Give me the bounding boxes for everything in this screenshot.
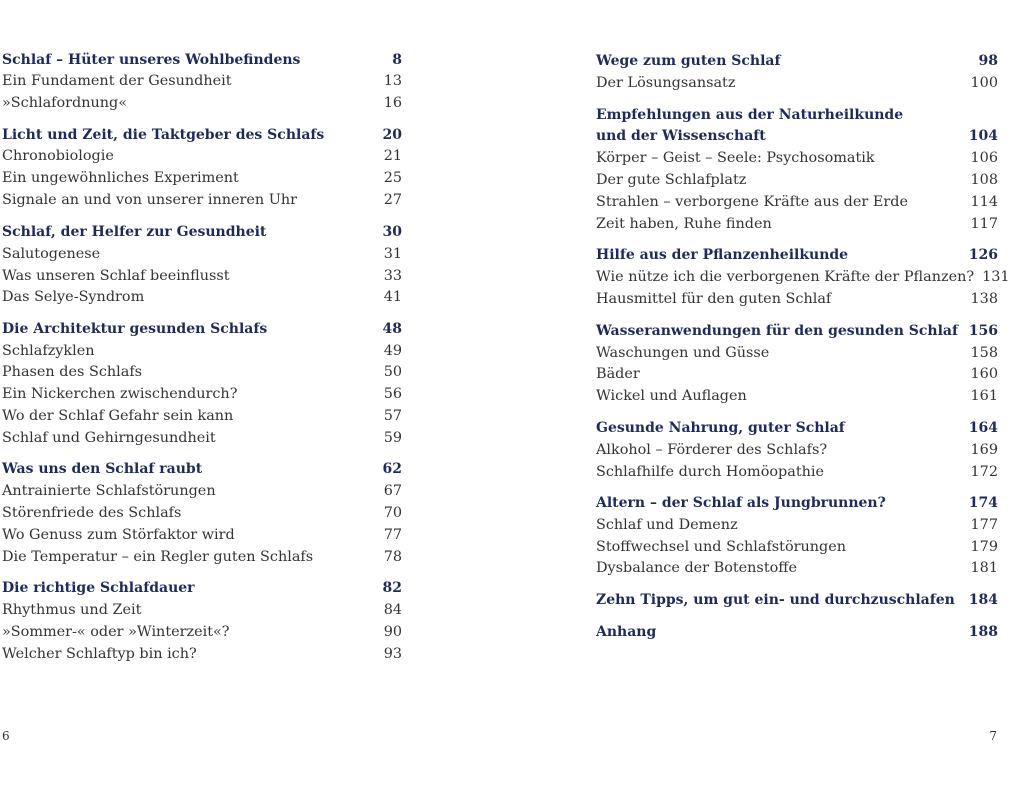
toc-page-number: 126 <box>968 247 998 263</box>
toc-entry <box>2 505 402 521</box>
toc-entry <box>2 268 402 284</box>
toc-page-number: 20 <box>382 127 402 143</box>
toc-entry <box>596 517 998 533</box>
toc-page-number: 114 <box>970 194 998 210</box>
toc-title: Licht und Zeit, die Taktgeber des Schlafs <box>2 127 325 143</box>
toc-entry <box>2 364 402 380</box>
toc-page-number: 93 <box>383 646 402 662</box>
toc-title: Ein ungewöhnliches Experiment <box>2 170 239 186</box>
toc-page-number: 156 <box>968 323 998 339</box>
toc-entry <box>2 624 402 640</box>
toc-entry <box>2 170 402 186</box>
toc-entry <box>596 194 998 210</box>
toc-title: Zeit haben, Ruhe finden <box>596 216 772 232</box>
toc-page-number: 117 <box>970 216 998 232</box>
toc-page-number: 172 <box>970 464 998 480</box>
toc-title: Schlaf – Hüter unseres Wohlbefindens <box>2 52 301 68</box>
toc-entry <box>596 150 998 166</box>
toc-title: Ein Fundament der Gesundheit <box>2 73 232 89</box>
page-number-right: 7 <box>989 729 997 743</box>
toc-page-number: 84 <box>383 602 402 618</box>
toc-page-number: 13 <box>383 73 402 89</box>
toc-title: Salutogenese <box>2 246 101 262</box>
toc-chapter-heading <box>596 128 998 144</box>
toc-page-number: 181 <box>970 560 998 576</box>
toc-page-number: 179 <box>970 539 998 555</box>
toc-title: Schlaf, der Helfer zur Gesundheit <box>2 224 267 240</box>
toc-page-number: 188 <box>968 624 998 640</box>
toc-title: Anhang <box>596 624 657 640</box>
toc-title: Der Lösungsansatz <box>596 75 736 91</box>
toc-title: Was unseren Schlaf beeinflusst <box>2 268 230 284</box>
toc-page-number: 184 <box>968 592 998 608</box>
toc-title: Alkohol – Förderer des Schlafs? <box>596 442 828 458</box>
toc-title: Signale an und von unserer inneren Uhr <box>2 192 298 208</box>
toc-chapter-heading <box>596 420 998 436</box>
toc-page-number: 164 <box>968 420 998 436</box>
toc-title: Schlafhilfe durch Homöopathie <box>596 464 824 480</box>
toc-title: »Sommer-« oder »Winterzeit«? <box>2 624 230 640</box>
toc-entry <box>596 442 998 458</box>
page-number-left: 6 <box>2 729 10 743</box>
toc-entry <box>2 343 402 359</box>
toc-page-number: 174 <box>968 495 998 511</box>
toc-entry <box>2 646 402 662</box>
toc-page-number: 21 <box>383 148 402 164</box>
toc-entry <box>2 246 402 262</box>
toc-title: Rhythmus und Zeit <box>2 602 142 618</box>
toc-page-number: 161 <box>970 388 998 404</box>
toc-entry <box>2 527 402 543</box>
toc-entry <box>596 75 998 91</box>
toc-title: und der Wissenschaft <box>596 128 766 144</box>
toc-title: Die Architektur gesunden Schlafs <box>2 321 268 337</box>
toc-page-number: 177 <box>970 517 998 533</box>
toc-title: Schlafzyklen <box>2 343 95 359</box>
toc-page-number: 131 <box>982 269 1010 285</box>
toc-page-number: 77 <box>383 527 402 543</box>
toc-entry <box>596 388 998 404</box>
toc-entry <box>596 539 998 555</box>
toc-title: Strahlen – verborgene Kräfte aus der Erde <box>596 194 908 210</box>
toc-entry <box>2 386 402 402</box>
toc-page-number: 169 <box>970 442 998 458</box>
toc-page-number: 160 <box>970 366 998 382</box>
toc-page-number: 50 <box>383 364 402 380</box>
toc-page-number: 106 <box>970 150 998 166</box>
toc-chapter-heading <box>596 247 998 263</box>
toc-entry <box>596 269 1010 285</box>
toc-page-number: 48 <box>382 321 402 337</box>
toc-title: Waschungen und Güsse <box>596 345 770 361</box>
toc-page-number: 100 <box>970 75 998 91</box>
toc-chapter-heading <box>596 495 998 511</box>
toc-entry <box>596 345 998 361</box>
toc-page-number: 16 <box>383 95 402 111</box>
toc-chapter-heading <box>2 580 402 596</box>
toc-title: Hausmittel für den guten Schlaf <box>596 291 832 307</box>
toc-entry <box>596 366 998 382</box>
toc-title: Welcher Schlaftyp bin ich? <box>2 646 197 662</box>
toc-entry <box>2 430 402 446</box>
toc-entry <box>2 95 402 111</box>
toc-title: Chronobiologie <box>2 148 114 164</box>
toc-page-number: 25 <box>383 170 402 186</box>
toc-page-number: 82 <box>382 580 402 596</box>
toc-chapter-heading <box>596 624 998 640</box>
toc-page-number: 158 <box>970 345 998 361</box>
toc-entry <box>596 291 998 307</box>
toc-entry <box>596 216 998 232</box>
toc-chapter-heading <box>2 224 402 240</box>
toc-page-number: 62 <box>382 461 402 477</box>
toc-page-number: 104 <box>968 128 998 144</box>
toc-page-number: 59 <box>383 430 402 446</box>
toc-chapter-heading <box>596 53 998 69</box>
toc-chapter-heading <box>596 592 998 608</box>
toc-title: Wo Genuss zum Störfaktor wird <box>2 527 235 543</box>
toc-page-number: 41 <box>383 289 402 305</box>
toc-entry <box>596 464 998 480</box>
toc-chapter-heading <box>596 323 998 339</box>
toc-title: Der gute Schlafplatz <box>596 172 747 188</box>
toc-title: Empfehlungen aus der Naturheilkunde <box>596 107 904 123</box>
toc-chapter-heading <box>2 52 402 68</box>
toc-entry <box>2 289 402 305</box>
toc-title: Hilfe aus der Pflanzenheilkunde <box>596 247 849 263</box>
toc-title: Wege zum guten Schlaf <box>596 53 781 69</box>
toc-chapter-heading <box>2 321 402 337</box>
toc-title: Schlaf und Demenz <box>596 517 738 533</box>
toc-title: Die Temperatur – ein Regler guten Schlafs <box>2 549 314 565</box>
toc-page-number: 31 <box>383 246 402 262</box>
toc-entry <box>596 560 998 576</box>
toc-page-number: 30 <box>382 224 402 240</box>
toc-chapter-heading <box>2 127 402 143</box>
toc-page-number: 56 <box>383 386 402 402</box>
toc-page-number: 138 <box>970 291 998 307</box>
toc-title: »Schlafordnung« <box>2 95 128 111</box>
toc-entry <box>2 602 402 618</box>
toc-title: Gesunde Nahrung, guter Schlaf <box>596 420 845 436</box>
toc-title: Wo der Schlaf Gefahr sein kann <box>2 408 234 424</box>
toc-page-number: 8 <box>392 52 402 68</box>
toc-page-number: 78 <box>383 549 402 565</box>
toc-title: Zehn Tipps, um gut ein- und durchzuschlafen <box>596 592 955 608</box>
toc-title: Antrainierte Schlafstörungen <box>2 483 216 499</box>
toc-title: Phasen des Schlafs <box>2 364 143 380</box>
toc-page-number: 67 <box>383 483 402 499</box>
toc-title: Stoffwechsel und Schlafstörungen <box>596 539 847 555</box>
toc-title: Wie nütze ich die verborgenen Kräfte der Pflanzen? <box>596 269 975 285</box>
toc-title: Ein Nickerchen zwischendurch? <box>2 386 238 402</box>
toc-chapter-heading <box>2 461 402 477</box>
toc-title: Bäder <box>596 366 640 382</box>
toc-title: Altern – der Schlaf als Jungbrunnen? <box>596 495 886 511</box>
toc-title: Wickel und Auflagen <box>596 388 747 404</box>
toc-entry <box>2 73 402 89</box>
toc-page-number: 98 <box>978 53 998 69</box>
toc-entry <box>2 192 402 208</box>
toc-title: Wasseranwendungen für den gesunden Schlaf <box>596 323 959 339</box>
toc-page-number: 90 <box>383 624 402 640</box>
toc-page-number: 57 <box>383 408 402 424</box>
toc-chapter-heading <box>596 107 998 123</box>
toc-entry <box>2 483 402 499</box>
toc-title: Störenfriede des Schlafs <box>2 505 182 521</box>
toc-page-number: 70 <box>383 505 402 521</box>
toc-page-number: 49 <box>383 343 402 359</box>
toc-title: Schlaf und Gehirngesundheit <box>2 430 216 446</box>
toc-page-number: 108 <box>970 172 998 188</box>
toc-entry <box>2 408 402 424</box>
toc-entry <box>2 148 402 164</box>
toc-entry <box>596 172 998 188</box>
toc-title: Das Selye-Syndrom <box>2 289 145 305</box>
toc-entry <box>2 549 402 565</box>
toc-title: Was uns den Schlaf raubt <box>2 461 203 477</box>
toc-page-number: 33 <box>383 268 402 284</box>
toc-title: Dysbalance der Botenstoffe <box>596 560 798 576</box>
toc-page-number: 27 <box>383 192 402 208</box>
toc-title: Körper – Geist – Seele: Psychosomatik <box>596 150 875 166</box>
toc-title: Die richtige Schlafdauer <box>2 580 195 596</box>
